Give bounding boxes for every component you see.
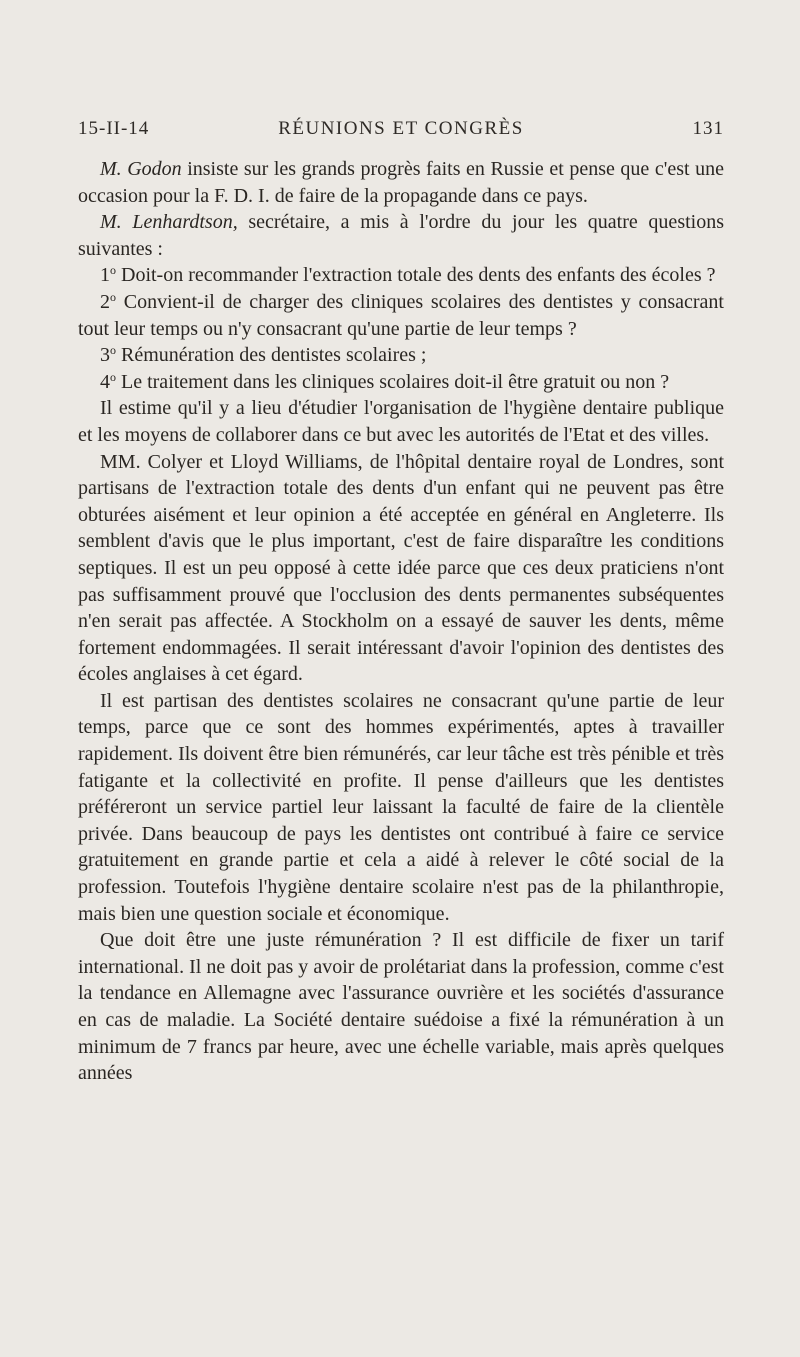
paragraph-text: Il estime qu'il y a lieu d'étudier l'organisation de l'hygiène dentaire publique et les moyens de collaborer dans ce but avec les autorités de l'Etat et des villes. [78,397,724,446]
header-date: 15-II-14 [78,118,150,139]
paragraph-text: Il est partisan des dentistes scolaires ne consacrant qu'une partie de leur temps, parce que ce sont des hommes expérimentés, aptes à travailler rapidement. Ils doivent être bien rémunérés, car leur tâche est très pénible et très fatigante et la collectivité en profite. Il pense d'ailleurs que les dentistes préféreront un service partiel leur laissant la faculté de faire de la clientèle privée. Dans beaucoup de pays les dentistes ont contribué à faire ce service gratuitement en grande partie et cela a aidé à relever le côté social de la profession. Toutefois l'hygiène dentaire scolaire n'est pas de la philanthropie, mais bien une question sociale et économique. [78,689,724,925]
question-text: Le traitement dans les cliniques scolaires doit-il être gratuit ou non ? [116,370,670,393]
question-2 [78,289,724,342]
question-number: 1 [100,264,110,287]
question-text: Doit-on recommander l'extraction totale des dents des enfants des écoles ? [116,264,716,287]
question-text: Convient-il de charger des cliniques scolaires des dentistes y consacrant tout leur temps ou n'y consacrant qu'une partie de leur temps ? [78,290,724,340]
paragraph-text: MM. Colyer et Lloyd Williams, de l'hôpital dentaire royal de Londres, sont partisans de l'extraction totale des dents d'un enfant qui ne peuvent pas être obturées aisément et leur opinion a été acceptée en général en Angleterre. Ils semblent d'avis que le plus important, c'est de faire disparaître les conditions septiques. Il est un peu opposé à cette idée parce que ces deux praticiens n'ont pas suffisamment prouvé que l'occlusion des dents permanentes subséquentes n'en serait pas affectée. A Stockholm on a essayé de sauver les dents, même fortement endommagées. Il serait intéressant d'avoir l'opinion des dentistes des écoles anglaises à cet égard. [78,450,724,686]
page-number: 131 [692,118,724,139]
question-4 [78,369,724,396]
paragraph-text: Que doit être une juste rémunération ? Il est difficile de fixer un tarif international. Il ne doit pas y avoir de prolétariat dans la profession, comme c'est la tendance en Allemagne avec l'assurance ouvrière et les sociétés d'assurance en cas de maladie. La Société dentaire suédoise a fixé la rémunération à un minimum de 7 francs par heure, avec une échelle variable, mais après quelques années [78,929,724,1085]
question-number: 4 [100,370,110,393]
ordinal-mark: o [110,289,116,304]
question-1 [78,262,724,289]
speaker-name: M. Godon [100,158,182,180]
paragraph-lenhardtson [78,209,724,262]
speaker-name: M. Lenhardtson, [100,211,238,234]
question-text: Rémunération des dentistes scolaires ; [116,344,427,367]
ordinal-mark: o [110,343,116,358]
paragraph-text: insiste sur les grands progrès faits en Russie et pense que c'est une occasion pour la F. D. I. de faire de la propagande dans ce pays. [78,158,724,207]
book-page [78,118,724,1087]
question-3 [78,342,724,369]
paragraph-godon [78,156,724,209]
question-number: 3 [100,344,110,367]
ordinal-mark: o [110,263,116,278]
question-number: 2 [100,290,110,313]
paragraph-text: secrétaire, a mis à l'ordre du jour les quatre questions suivantes : [78,211,724,260]
ordinal-mark: o [110,369,116,384]
running-head [78,118,724,148]
body-text [78,156,724,1087]
header-section-title: RÉUNIONS ET CONGRÈS [278,118,524,139]
